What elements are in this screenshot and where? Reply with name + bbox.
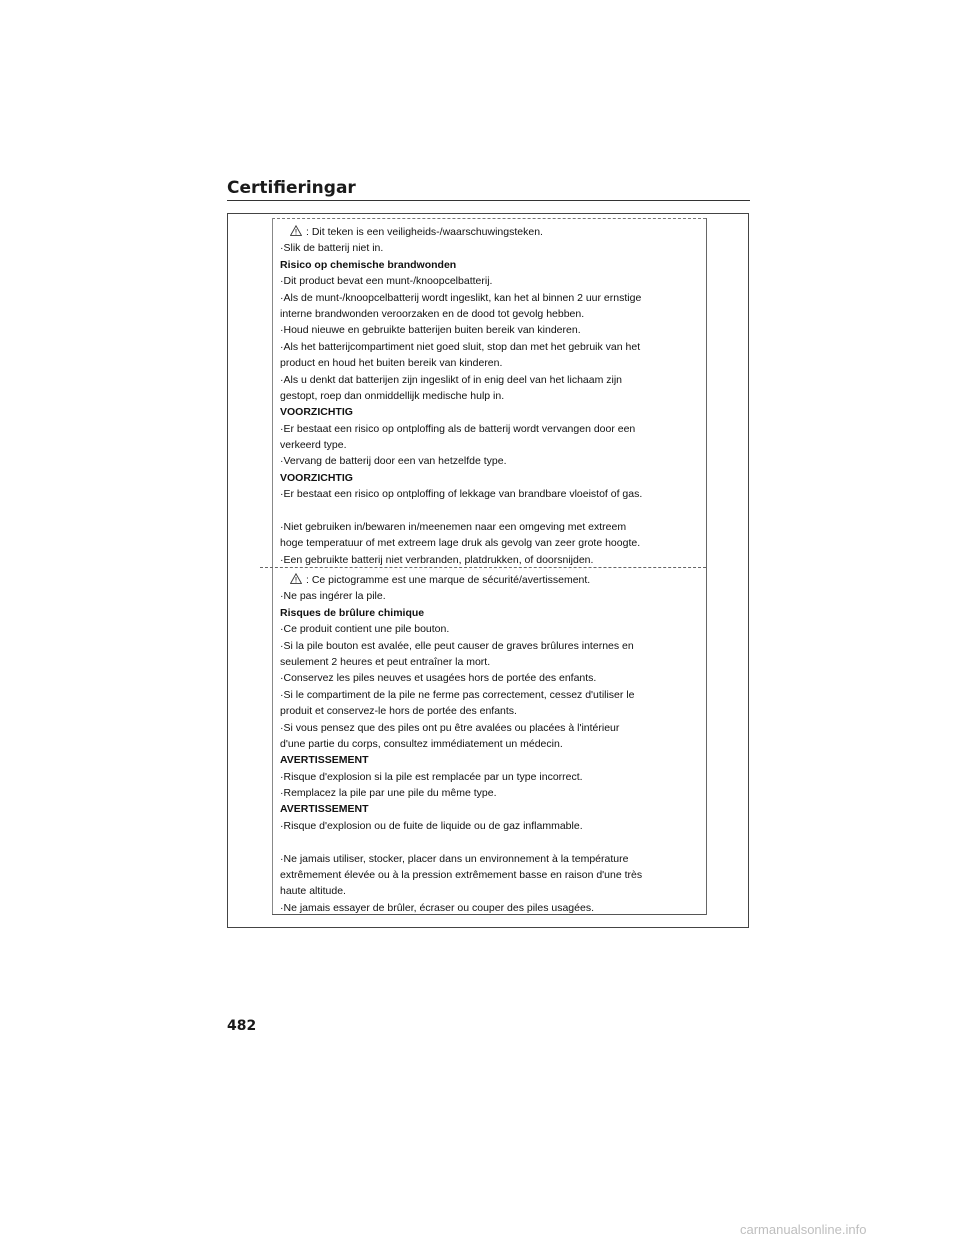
- line: verkeerd type.: [280, 439, 347, 452]
- french-warning-text: [280, 572, 704, 916]
- section-heading: AVERTISSEMENT: [280, 754, 369, 767]
- line: ·Vervang de batterij door een van hetzelfde type.: [280, 455, 507, 468]
- line: ·Dit product bevat een munt-/knoopcelbatterij.: [280, 275, 493, 288]
- warning-symbol-text: : Ce pictogramme est une marque de sécurité/avertissement.: [306, 574, 591, 586]
- line: seulement 2 heures et peut entraîner la mort.: [280, 655, 491, 668]
- section-heading: VOORZICHTIG: [280, 471, 353, 484]
- watermark: carmanualsonline.info: [740, 1222, 867, 1237]
- line: ·Si la pile bouton est avalée, elle peut causer de graves brûlures internes en: [280, 639, 634, 652]
- line: ·Ne pas ingérer la pile.: [280, 590, 386, 603]
- line: gestopt, roep dan onmiddellijk medische hulp in.: [280, 389, 505, 402]
- section-heading: AVERTISSEMENT: [280, 803, 369, 816]
- line: ·Als de munt-/knoopcelbatterij wordt ingeslikt, kan het al binnen 2 uur ernstige: [280, 291, 642, 304]
- line: ·Er bestaat een risico op ontploffing of lekkage van brandbare vloeistof of gas.: [280, 488, 643, 501]
- line: hoge temperatuur of met extreem lage druk als gevolg van zeer grote hoogte.: [280, 537, 641, 550]
- line: ·Ne jamais utiliser, stocker, placer dans un environnement à la température: [280, 852, 629, 865]
- scan-top-edge: [272, 218, 706, 219]
- line: ·Ce produit contient une pile bouton.: [280, 623, 450, 636]
- line: produit et conservez-le hors de portée des enfants.: [280, 705, 517, 718]
- spacer: [280, 834, 704, 850]
- line: ·Als het batterijcompartiment niet goed sluit, stop dan met het gebruik van het: [280, 340, 641, 353]
- page-title: Certifieringar: [227, 178, 356, 198]
- warning-symbol-line-fr: [280, 572, 704, 588]
- warning-triangle-icon: [290, 225, 302, 236]
- line: ·Niet gebruiken in/bewaren in/meenemen naar een omgeving met extreem: [280, 521, 627, 534]
- line: ·Ne jamais essayer de brûler, écraser ou couper des piles usagées.: [280, 901, 594, 914]
- line: d'une partie du corps, consultez immédiatement un médecin.: [280, 737, 563, 750]
- line: product en houd het buiten bereik van kinderen.: [280, 357, 503, 370]
- dutch-warning-text: [280, 224, 704, 568]
- line: extrêmement élevée ou à la pression extrêmement basse en raison d'une très: [280, 869, 643, 882]
- section-heading: Risico op chemische brandwonden: [280, 258, 457, 271]
- warning-symbol-text: : Dit teken is een veiligheids-/waarschuwingsteken.: [306, 226, 543, 238]
- line: ·Houd nieuwe en gebruikte batterijen buiten bereik van kinderen.: [280, 324, 581, 337]
- page-number: 482: [227, 1018, 257, 1034]
- line: haute altitude.: [280, 885, 346, 898]
- title-divider: [227, 200, 750, 201]
- warning-triangle-icon: [290, 573, 302, 584]
- line: ·Remplacez la pile par une pile du même type.: [280, 787, 497, 800]
- line: interne brandwonden veroorzaken en de dood tot gevolg hebben.: [280, 307, 585, 320]
- section-heading: Risques de brûlure chimique: [280, 606, 425, 619]
- line: ·Risque d'explosion ou de fuite de liquide ou de gaz inflammable.: [280, 819, 583, 832]
- line: ·Er bestaat een risico op ontploffing als de batterij wordt vervangen door een: [280, 422, 636, 435]
- section-heading: VOORZICHTIG: [280, 406, 353, 419]
- line: ·Risque d'explosion si la pile est remplacée par un type incorrect.: [280, 770, 583, 783]
- line: ·Slik de batterij niet in.: [280, 242, 384, 255]
- line: ·Conservez les piles neuves et usagées hors de portée des enfants.: [280, 672, 597, 685]
- line: ·Si le compartiment de la pile ne ferme pas correctement, cessez d'utiliser le: [280, 688, 635, 701]
- line: ·Een gebruikte batterij niet verbranden, platdrukken, of doorsnijden.: [280, 553, 594, 566]
- warning-symbol-line-nl: [280, 224, 704, 240]
- line: ·Als u denkt dat batterijen zijn ingeslikt of in enig deel van het lichaam zijn: [280, 373, 623, 386]
- spacer: [280, 503, 704, 519]
- line: ·Si vous pensez que des piles ont pu être avalées ou placées à l'intérieur: [280, 721, 620, 734]
